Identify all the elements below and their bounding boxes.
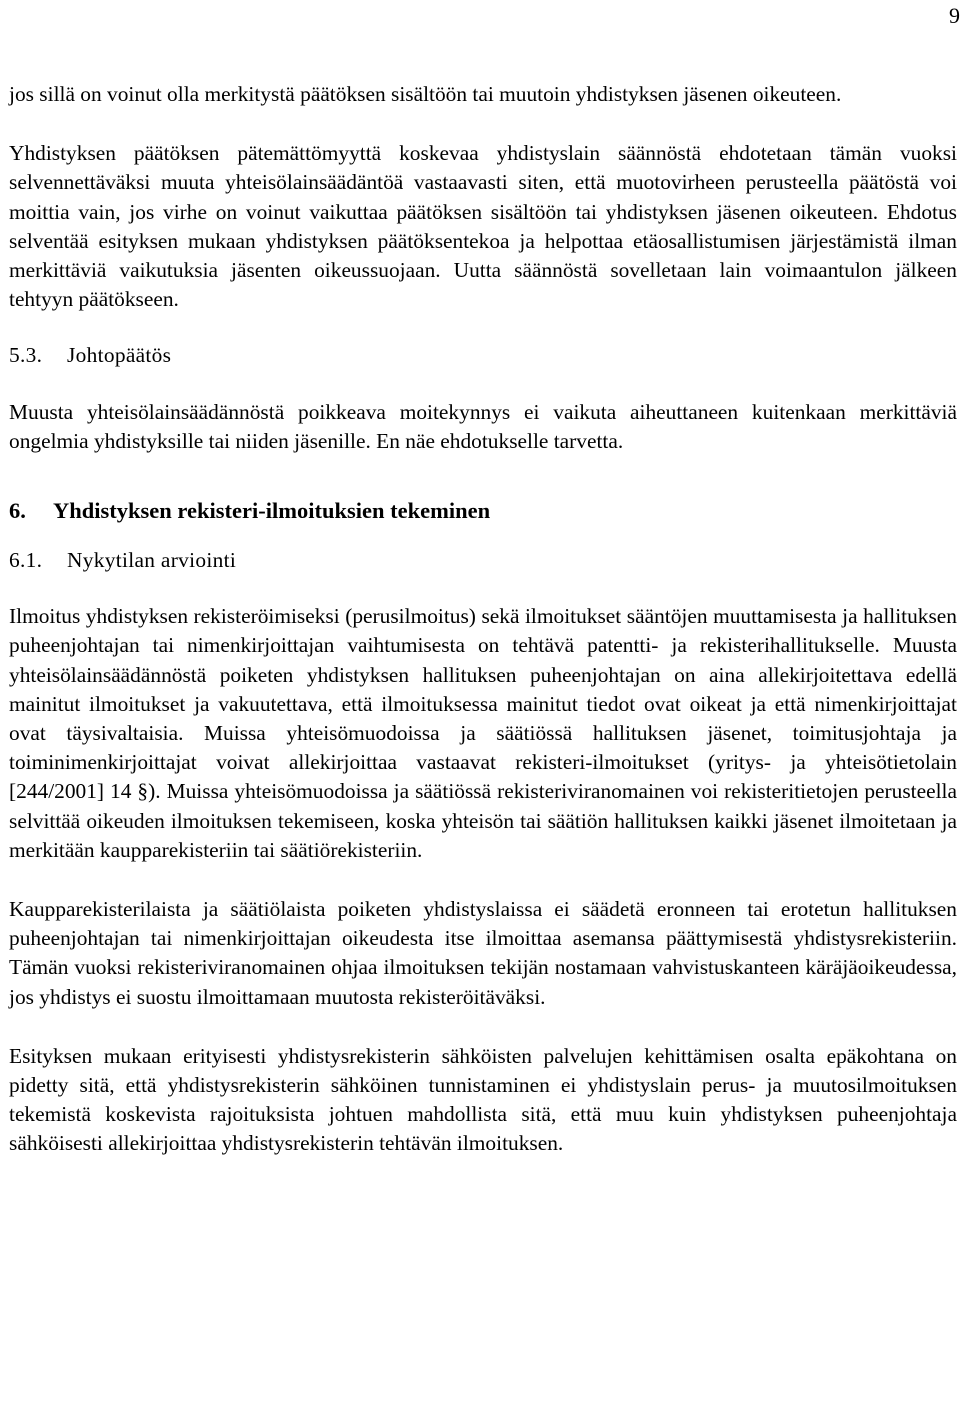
paragraph-continuation: jos sillä on voinut olla merkitystä päätöksen sisältöön tai muutoin yhdistyksen jäsenen oikeuteen.	[9, 82, 842, 106]
page-number: 9	[949, 3, 960, 28]
paragraph-kaupparekisterilaki: Kaupparekisterilaista ja säätiölaista poiketen yhdistyslaissa ei säädetä eronneen tai erotetun hallituksen puheenjohtajan tai nimenkirjoittajan oikeudesta itse ilmoittaa asemansa päättymisestä yhdistysrekisteriin. Tämän vuoksi rekisteriviranomainen ohjaa ilmoituksen tekijän nostamaan vahvistuskanteen käräjäoikeudessa, jos yhdistys ei suostu ilmoittamaan muutosta rekisteröitäväksi.	[9, 897, 957, 1009]
section-number: 5.3.	[9, 343, 43, 368]
section-title: Nykytilan arviointi	[67, 548, 237, 573]
section-number: 6.1.	[9, 548, 43, 573]
paragraph-ilmoitus: Ilmoitus yhdistyksen rekisteröimiseksi (perusilmoitus) sekä ilmoitukset sääntöjen muuttamisesta ja hallituksen puheenjohtajan tai nimenkirjoittajan vaihtumisesta on tehtävä patentti- ja rekisterihallitukselle. Muusta yhteisölainsäädännöstä poiketen yhdistyksen hallituksen puheenjohtajan on aina allekirjoitettava edellä mainitut ilmoitukset ja vakuutettava, että ilmoituksessa mainitut tiedot ovat oikeat ja että nimenkirjoittajat ovat täysivaltaisia. Muissa yhteisömuodoissa ja säätiössä hallituksen jäsenet, toimitusjohtaja ja toiminimenkirjoittajat voivat allekirjoittaa vastaavat rekisteri-ilmoitukset (yritys- ja yhteisötietolain [244/2001] 14 §). Muissa yhteisömuodoissa ja säätiössä rekisteriviranomainen voi rekisteritietojen perusteella selvittää oikeuden ilmoituksen tekemiseen, koska yhteisön tai säätiön hallituksen kaikki jäsenet ilmoitetaan ja merkitään kaupparekisteriin tai säätiörekisteriin.	[9, 604, 957, 862]
chapter-title: Yhdistyksen rekisteri-ilmoituksien tekeminen	[53, 498, 491, 524]
paragraph-sähköiset-palvelut: Esityksen mukaan erityisesti yhdistysrekisterin sähköisten palvelujen kehittämisen osalta epäkohtana on pidetty sitä, että yhdistysrekisterin sähköinen tunnistaminen ei yhdistyslain perus- ja muutosilmoituksen tekemistä koskevista rajoituksista johtuen mahdollista sitä, että muu kuin yhdistyksen puheenjohtaja sähköisesti allekirjoittaa yhdistysrekisterin tehtävän ilmoituksen.	[9, 1043, 957, 1156]
section-heading-5-3	[9, 341, 957, 370]
chapter-number: 6.	[9, 498, 26, 524]
chapter-heading-6	[9, 496, 957, 526]
paragraph-johtopäätös: Muusta yhteisölainsäädännöstä poikkeava moitekynnys ei vaikuta aiheuttaneen kuitenkaan merkittäviä ongelmia yhdistyksille tai niiden jäsenille. En näe ehdotukselle tarvetta.	[9, 399, 957, 453]
paragraph-pätemättömyys: Yhdistyksen päätöksen pätemättömyyttä koskevaa yhdistyslain säännöstä ehdotetaan tämän vuoksi selvennettäväksi muuta yhteisölainsäädäntöä vastaavasti siten, että muotovirheen perusteella päätöstä voi moittia vain, jos virhe on voinut vaikuttaa päätöksen sisältöön tai yhdistyksen jäsenen oikeuteen. Ehdotus selventää esityksen mukaan yhdistyksen päätöksentekoa ja helpottaa etäosallistumisen järjestämistä ilman merkittäviä vaikutuksia jäsenten oikeussuojaan. Uutta säännöstä sovelletaan lain voimaantulon jälkeen tehtyyn päätökseen.	[9, 141, 957, 312]
section-heading-6-1	[9, 546, 957, 575]
section-title: Johtopäätös	[67, 343, 172, 368]
document-body	[9, 80, 957, 1159]
